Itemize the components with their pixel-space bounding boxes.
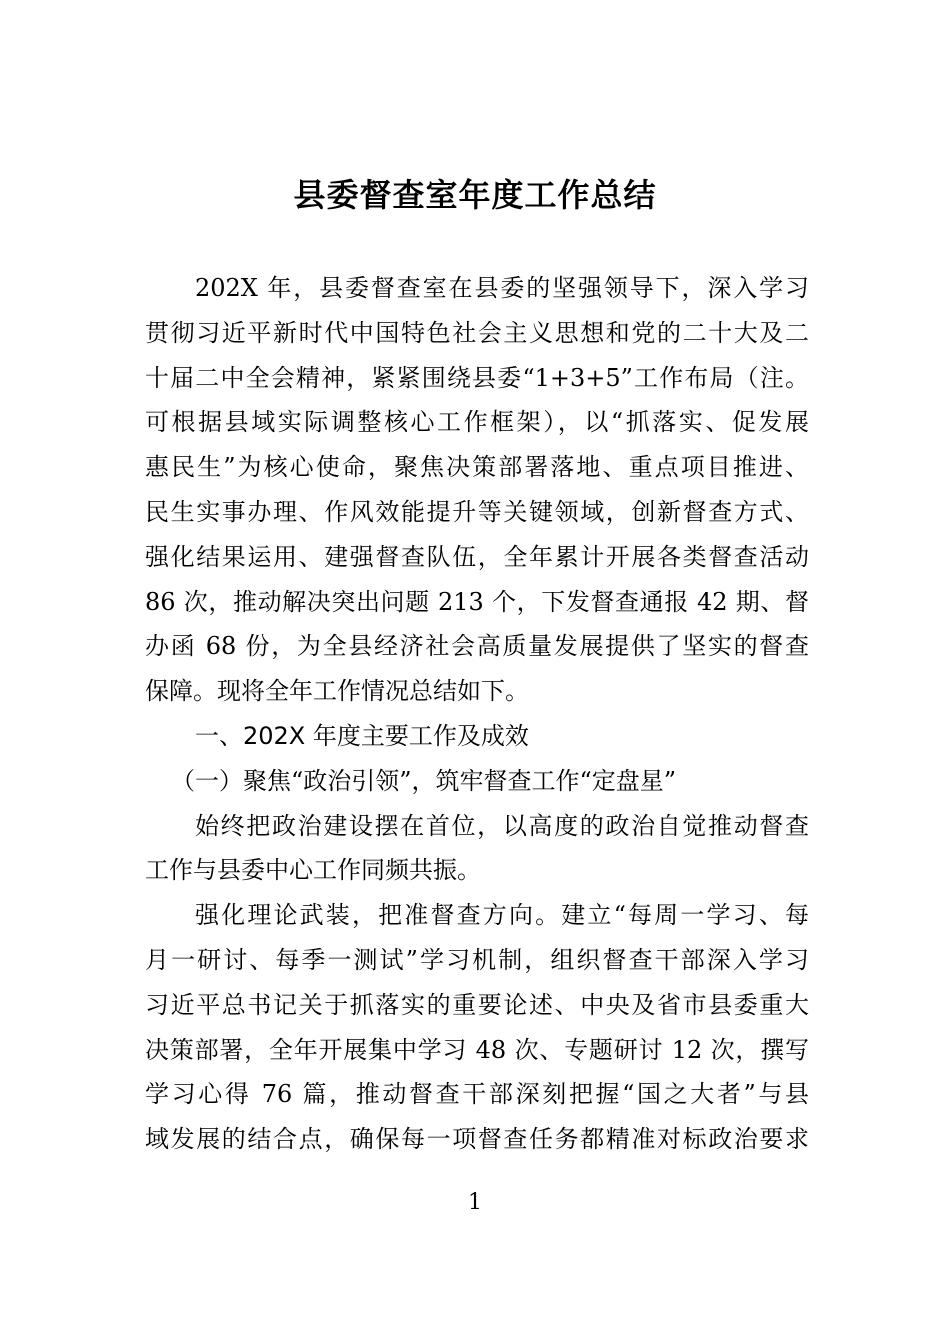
text-line: 可根据县域实际调整核心工作框架），以“抓落实、促发展: [145, 408, 809, 437]
intro-paragraph: [145, 266, 809, 714]
text-line: 十届二中全会精神，紧紧围绕县委“1+3+5”工作布局（注。: [145, 363, 809, 392]
text-line: 学习心得 76 篇，推动督查干部深刻把握“国之大者”与县: [145, 1080, 809, 1109]
text-line: 习近平总书记关于抓落实的重要论述、中央及省市县委重大: [145, 990, 809, 1019]
text-line: 月一研讨、每季一测试”学习机制，组织督查干部深入学习: [145, 945, 809, 974]
section-heading: 一、202X 年度主要工作及成效: [195, 721, 529, 750]
text-line: 惠民生”为核心使命，聚焦决策部署落地、重点项目推进、: [145, 453, 809, 482]
text-line: 202X 年，县委督查室在县委的坚强领导下，深入学习: [195, 274, 809, 302]
document-body: [145, 266, 809, 1162]
text-line: 强化结果运用、建强督查队伍，全年累计开展各类督查活动: [145, 542, 809, 571]
text-line: 决策部署，全年开展集中学习 48 次、专题研讨 12 次，撰写: [145, 1035, 809, 1064]
text-line: 保障。现将全年工作情况总结如下。: [145, 677, 529, 706]
text-line: 始终把政治建设摆在首位，以高度的政治自觉推动督查: [195, 811, 809, 840]
paragraph: [145, 893, 809, 1162]
text-line: 86 次，推动解决突出问题 213 个，下发督查通报 42 期、督: [145, 587, 809, 616]
text-line: 办函 68 份，为全县经济社会高质量发展提供了坚实的督查: [145, 632, 809, 661]
text-line: 域发展的结合点，确保每一项督查任务都精准对标政治要求: [145, 1125, 809, 1154]
paragraph: [145, 804, 809, 894]
page-number: 1: [468, 1190, 482, 1215]
text-line: 民生实事办理、作风效能提升等关键领域，创新督查方式、: [145, 497, 809, 526]
subsection-heading: （一）聚焦“政治引领”，筑牢督查工作“定盘星”: [171, 766, 677, 795]
text-line: 工作与县委中心工作同频共振。: [145, 856, 481, 885]
text-line: 强化理论武装，把准督查方向。建立“每周一学习、每: [195, 901, 809, 930]
text-line: 贯彻习近平新时代中国特色社会主义思想和党的二十大及二: [145, 318, 809, 347]
document-title: 县委督查室年度工作总结: [293, 176, 657, 214]
